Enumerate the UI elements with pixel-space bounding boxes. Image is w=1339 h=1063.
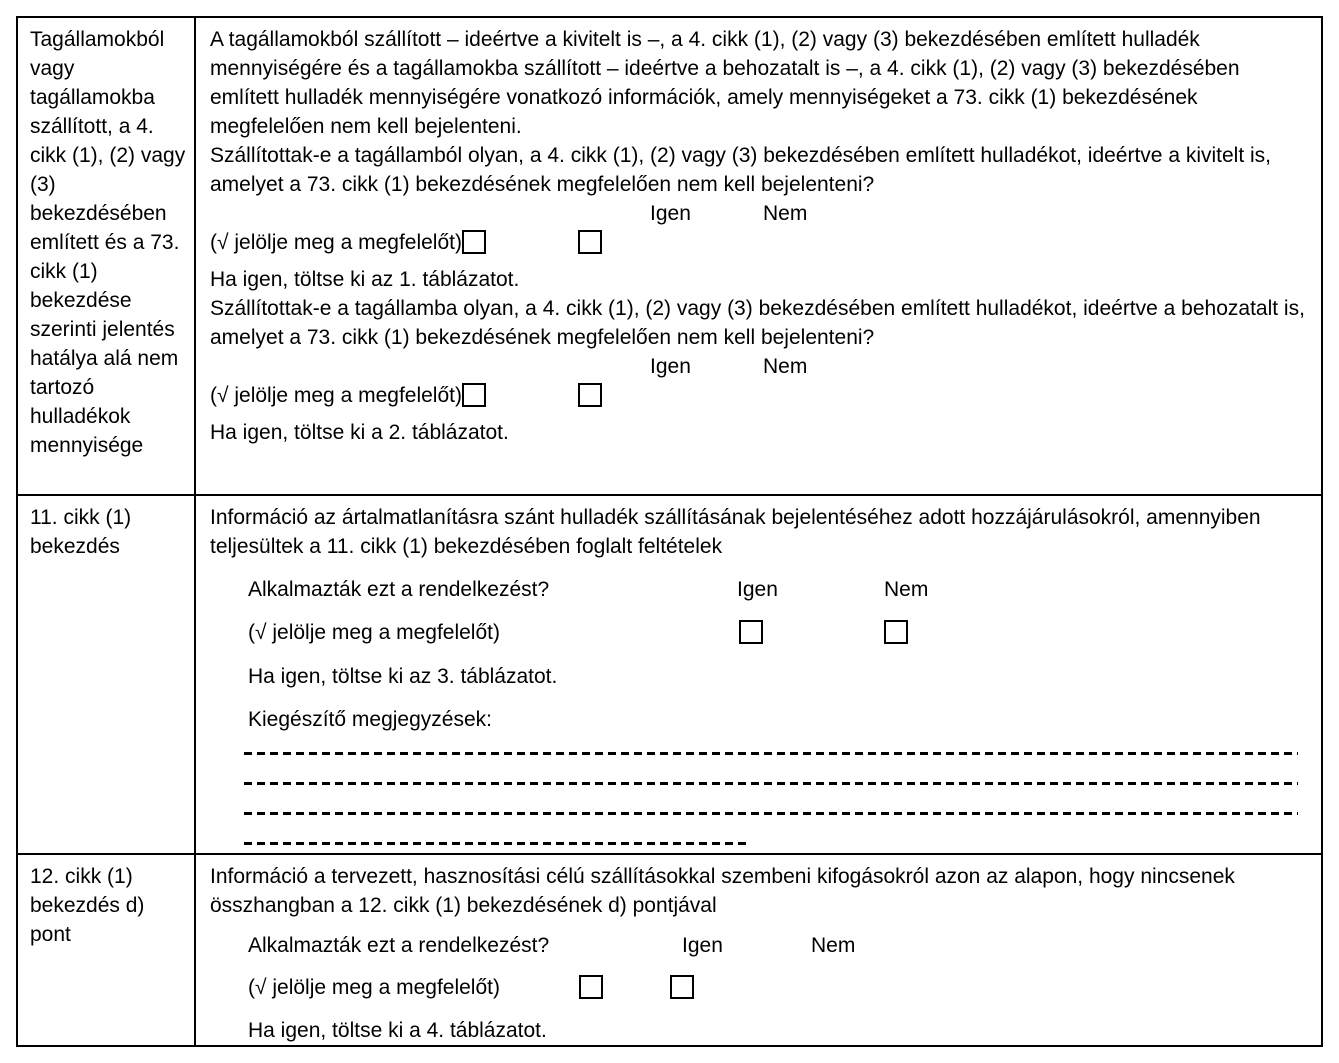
yes-no-labels-export [210, 199, 1311, 228]
tick-instruction: (√ jelölje meg a megfelelőt) [210, 231, 462, 254]
question-line [210, 931, 1311, 960]
checkbox-yes-article-12d[interactable] [579, 975, 603, 999]
yes-label: Igen [737, 578, 778, 602]
no-label: Nem [763, 202, 808, 225]
followup-import: Ha igen, töltse ki a 2. táblázatot. [210, 421, 509, 444]
tick-instruction: (√ jelölje meg a megfelelőt) [210, 384, 462, 407]
row-header-exempted-waste [18, 18, 196, 494]
checkbox-yes-import[interactable] [462, 383, 486, 407]
intro-paragraph: Információ az ártalmatlanításra szánt hulladék szállításának bejelentéséhez adott hozzájárulásokról, amennyiben teljesültek a 11. cikk (1) bekezdésében foglalt feltételek [210, 506, 1261, 559]
yes-label: Igen [650, 202, 691, 225]
table-row-article-11 [18, 496, 1321, 855]
checkbox-yes-article-11[interactable] [739, 620, 763, 644]
intro-paragraph: A tagállamokból szállított – ideértve a kivitelt is –, a 4. cikk (1), (2) vagy (3) bekezdésében említett hulladék mennyiségére és a tagállamokba szállított – ideértve a behozatalt is –, a 4. cikk (1), (2) vagy (3) bekezdésében említett hulladék mennyiségére vonatkozó információk, amely mennyiségeket a 73. cikk (1) bekezdésének megfelelően nem kell bejelenteni. [210, 28, 1240, 138]
tick-line-export [210, 228, 1311, 262]
checkbox-no-export[interactable] [578, 230, 602, 254]
tick-line-import [210, 381, 1311, 415]
table-row-article-12d [18, 855, 1321, 1045]
yes-label: Igen [682, 934, 723, 957]
no-label: Nem [884, 578, 929, 602]
comments-label: Kiegészítő megjegyzések: [248, 708, 492, 732]
question-applied: Alkalmazták ezt a rendelkezést? [248, 578, 550, 602]
tick-line [210, 618, 1311, 652]
question-line [210, 575, 1311, 604]
row-header-article-11 [18, 496, 196, 853]
yes-no-labels-import [210, 352, 1311, 381]
tick-line [210, 973, 1311, 1007]
question-export: Szállítottak-e a tagállamból olyan, a 4. cikk (1), (2) vagy (3) bekezdésében említett hulladékot, ideértve a kivitelt is, amelyet a 73. cikk (1) bekezdésének megfelelően nem kell bejelenteni? [210, 144, 1272, 196]
followup-line [210, 662, 1311, 691]
comments-label-line [210, 705, 1311, 734]
followup: Ha igen, töltse ki a 4. táblázatot. [248, 1019, 547, 1042]
row-label: 12. cikk (1) bekezdés d) pont [30, 865, 145, 946]
checkbox-yes-export[interactable] [462, 230, 486, 254]
row-label: 11. cikk (1) bekezdés [30, 506, 132, 559]
checkbox-no-article-11[interactable] [884, 620, 908, 644]
question-import: Szállítottak-e a tagállamba olyan, a 4. cikk (1), (2) vagy (3) bekezdésében említett hulladékot, ideértve a behozatalt is, amelyet a 73. cikk (1) bekezdésének megfelelően nem kell bejelenteni? [210, 297, 1305, 349]
no-label: Nem [763, 355, 808, 378]
comment-line[interactable] [244, 752, 1298, 755]
checkbox-no-import[interactable] [578, 383, 602, 407]
row-header-article-12d [18, 855, 196, 1045]
question-applied: Alkalmazták ezt a rendelkezést? [248, 934, 550, 957]
followup: Ha igen, töltse ki az 3. táblázatot. [248, 665, 558, 689]
row-content-article-12d [196, 855, 1321, 1045]
comment-line[interactable] [244, 782, 1298, 785]
row-label: Tagállamokból vagy tagállamokba szállított, a 4. cikk (1), (2) vagy (3) bekezdésében említett és a 73. cikk (1) bekezdése szerinti jelentés hatálya alá nem tartozó hulladékok mennyisége [30, 28, 186, 457]
comment-line[interactable] [244, 842, 749, 845]
intro-paragraph: Információ a tervezett, hasznosítási célú szállításokkal szembeni kifogásokról azon az alapon, hogy nincsenek összhangban a 12. cikk (1) bekezdésének d) pontjával [210, 865, 1235, 917]
yes-label: Igen [650, 355, 691, 378]
tick-instruction: (√ jelölje meg a megfelelőt) [248, 621, 500, 645]
no-label: Nem [811, 934, 856, 957]
row-content-exempted-waste [196, 18, 1321, 494]
followup-line [210, 1016, 1311, 1045]
table-row-exempted-waste [18, 18, 1321, 496]
followup-export: Ha igen, töltse ki az 1. táblázatot. [210, 268, 520, 291]
comment-line[interactable] [244, 812, 1298, 815]
waste-report-form-table [16, 16, 1323, 1047]
checkbox-no-article-12d[interactable] [670, 975, 694, 999]
row-content-article-11 [196, 496, 1321, 853]
tick-instruction: (√ jelölje meg a megfelelőt) [248, 976, 500, 999]
